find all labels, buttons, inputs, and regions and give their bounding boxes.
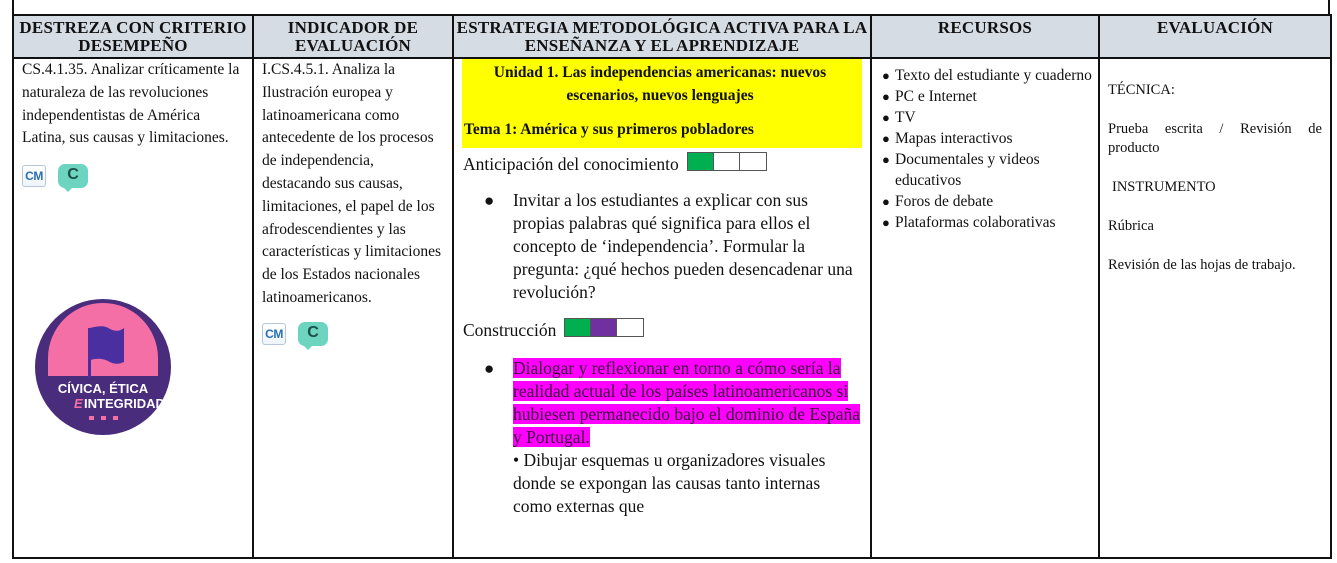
skill-cell bbox=[13, 58, 253, 558]
resource-text: Foros de debate bbox=[895, 193, 994, 210]
phase-anticipation bbox=[463, 154, 870, 175]
indicator-text: I.CS.4.5.1. Analiza la Ilustración europea y latinoamericana como antecedente de los procesos de independencia, destacando sus causas, limitaciones, el papel de los afrodescendientes y las características y limitaciones de los Estados nacionales latinoamericanos. bbox=[262, 61, 442, 306]
indicator-cell bbox=[253, 58, 453, 558]
cm-icon[interactable]: CM bbox=[262, 323, 286, 345]
resource-text: Plataformas colaborativas bbox=[895, 214, 1056, 231]
resource-text: Documentales y videos educativos bbox=[895, 151, 1040, 189]
instrument-value: Rúbrica bbox=[1108, 218, 1154, 234]
header-strategy: ESTRATEGIA METODOLÓGICA ACTIVA PARA LA ENSEÑANZA Y EL APRENDIZAJE bbox=[453, 15, 871, 58]
skill-icons bbox=[14, 164, 252, 188]
resource-item bbox=[882, 107, 1092, 128]
continuation-text: • Dibujar esquemas u organizadores visuales donde se expongan las causas tanto internas como externas que bbox=[513, 449, 826, 516]
evaluation-note: Revisión de las hojas de trabajo. bbox=[1108, 257, 1296, 273]
strategy-cell bbox=[453, 58, 871, 558]
table-row bbox=[13, 58, 1331, 558]
phase-title: Construcción bbox=[463, 319, 557, 340]
list-item bbox=[478, 189, 862, 304]
indicator-icons bbox=[254, 322, 452, 346]
bullet-icon: ● bbox=[882, 215, 890, 230]
badge-line1: CÍVICA, ÉTICA bbox=[57, 381, 149, 397]
list-item-text-highlighted: Dialogar y reflexionar en torno a cómo sería la realidad actual de los países latinoamericanos si hubiesen permanecido bajo el dominio de España y Portugal. bbox=[513, 357, 860, 447]
c-speech-icon[interactable]: C bbox=[298, 322, 328, 346]
badge-e: E bbox=[74, 396, 83, 412]
header-skill: DESTREZA CON CRITERIO DESEMPEÑO bbox=[13, 15, 253, 58]
phase-progress-bar bbox=[687, 152, 767, 171]
civica-badge bbox=[14, 298, 252, 441]
evaluation-content bbox=[1100, 59, 1330, 275]
phase-bar-segment-1 bbox=[565, 319, 591, 336]
bullet-icon: ● bbox=[882, 152, 890, 167]
phase-bar-segment-1 bbox=[688, 153, 714, 170]
phase-bar-segment-2 bbox=[591, 319, 617, 336]
phase-progress-bar bbox=[564, 318, 644, 337]
phase-bar-segment-3 bbox=[740, 153, 766, 170]
badge-line2: INTEGRIDAD bbox=[84, 396, 165, 412]
lesson-plan-table bbox=[12, 14, 1332, 559]
cm-icon[interactable]: CM bbox=[22, 165, 46, 187]
skill-text: CS.4.1.35. Analizar críticamente la naturaleza de las revoluciones independentistas de América Latina, sus causas y limitaciones. bbox=[22, 61, 240, 147]
evaluation-cell bbox=[1099, 58, 1331, 558]
phase-bar-segment-3 bbox=[617, 319, 643, 336]
phase-bar-segment-2 bbox=[714, 153, 740, 170]
resource-text: Mapas interactivos bbox=[895, 130, 1013, 147]
unit-highlight bbox=[462, 59, 862, 148]
bullet-icon: ● bbox=[882, 194, 890, 209]
anticipation-list bbox=[478, 189, 862, 304]
bullet-icon: ● bbox=[882, 131, 890, 146]
phase-construction bbox=[463, 320, 870, 341]
bullet-icon: ● bbox=[882, 89, 890, 104]
bullet-icon: ● bbox=[882, 110, 890, 125]
c-speech-icon[interactable]: C bbox=[58, 164, 88, 188]
construction-list bbox=[478, 357, 862, 449]
page-border-right bbox=[1328, 0, 1330, 15]
resource-text: TV bbox=[895, 109, 916, 126]
unit-title: Unidad 1. Las independencias americanas: nuevos escenarios, nuevos lenguajes bbox=[493, 64, 827, 104]
resource-text: PC e Internet bbox=[895, 88, 977, 105]
header-row bbox=[13, 15, 1331, 58]
resource-item bbox=[882, 191, 1092, 212]
header-indicator: INDICADOR DE EVALUACIÓN bbox=[253, 15, 453, 58]
list-item bbox=[478, 357, 862, 449]
topic-title: Tema 1: América y sus primeros pobladores bbox=[464, 121, 754, 138]
technique-label: TÉCNICA: bbox=[1108, 82, 1175, 98]
civica-badge-icon bbox=[34, 298, 172, 436]
page-border-left bbox=[12, 0, 14, 15]
instrument-label: INSTRUMENTO bbox=[1112, 179, 1216, 195]
list-item-text: Invitar a los estudiantes a explicar con sus propias palabras qué significa para ellos el concepto de ‘independencia’. Formular la pregunta: ¿qué hechos pueden desencadenar una revolución? bbox=[513, 189, 853, 302]
resource-item bbox=[882, 212, 1092, 233]
resource-item bbox=[882, 86, 1092, 107]
resources-list bbox=[872, 59, 1098, 233]
resources-cell bbox=[871, 58, 1099, 558]
header-resources: RECURSOS bbox=[871, 15, 1099, 58]
resource-item bbox=[882, 128, 1092, 149]
technique-value: Prueba escrita / Revisión de producto bbox=[1108, 121, 1322, 156]
resource-item bbox=[882, 149, 1092, 191]
phase-title: Anticipación del conocimiento bbox=[463, 153, 679, 174]
bullet-icon: ● bbox=[882, 68, 890, 83]
resource-item bbox=[882, 65, 1092, 86]
header-evaluation: EVALUACIÓN bbox=[1099, 15, 1331, 58]
resource-text: Texto del estudiante y cuaderno bbox=[895, 67, 1092, 84]
bullet-icon: ● bbox=[484, 358, 495, 378]
bullet-icon: ● bbox=[484, 190, 495, 210]
